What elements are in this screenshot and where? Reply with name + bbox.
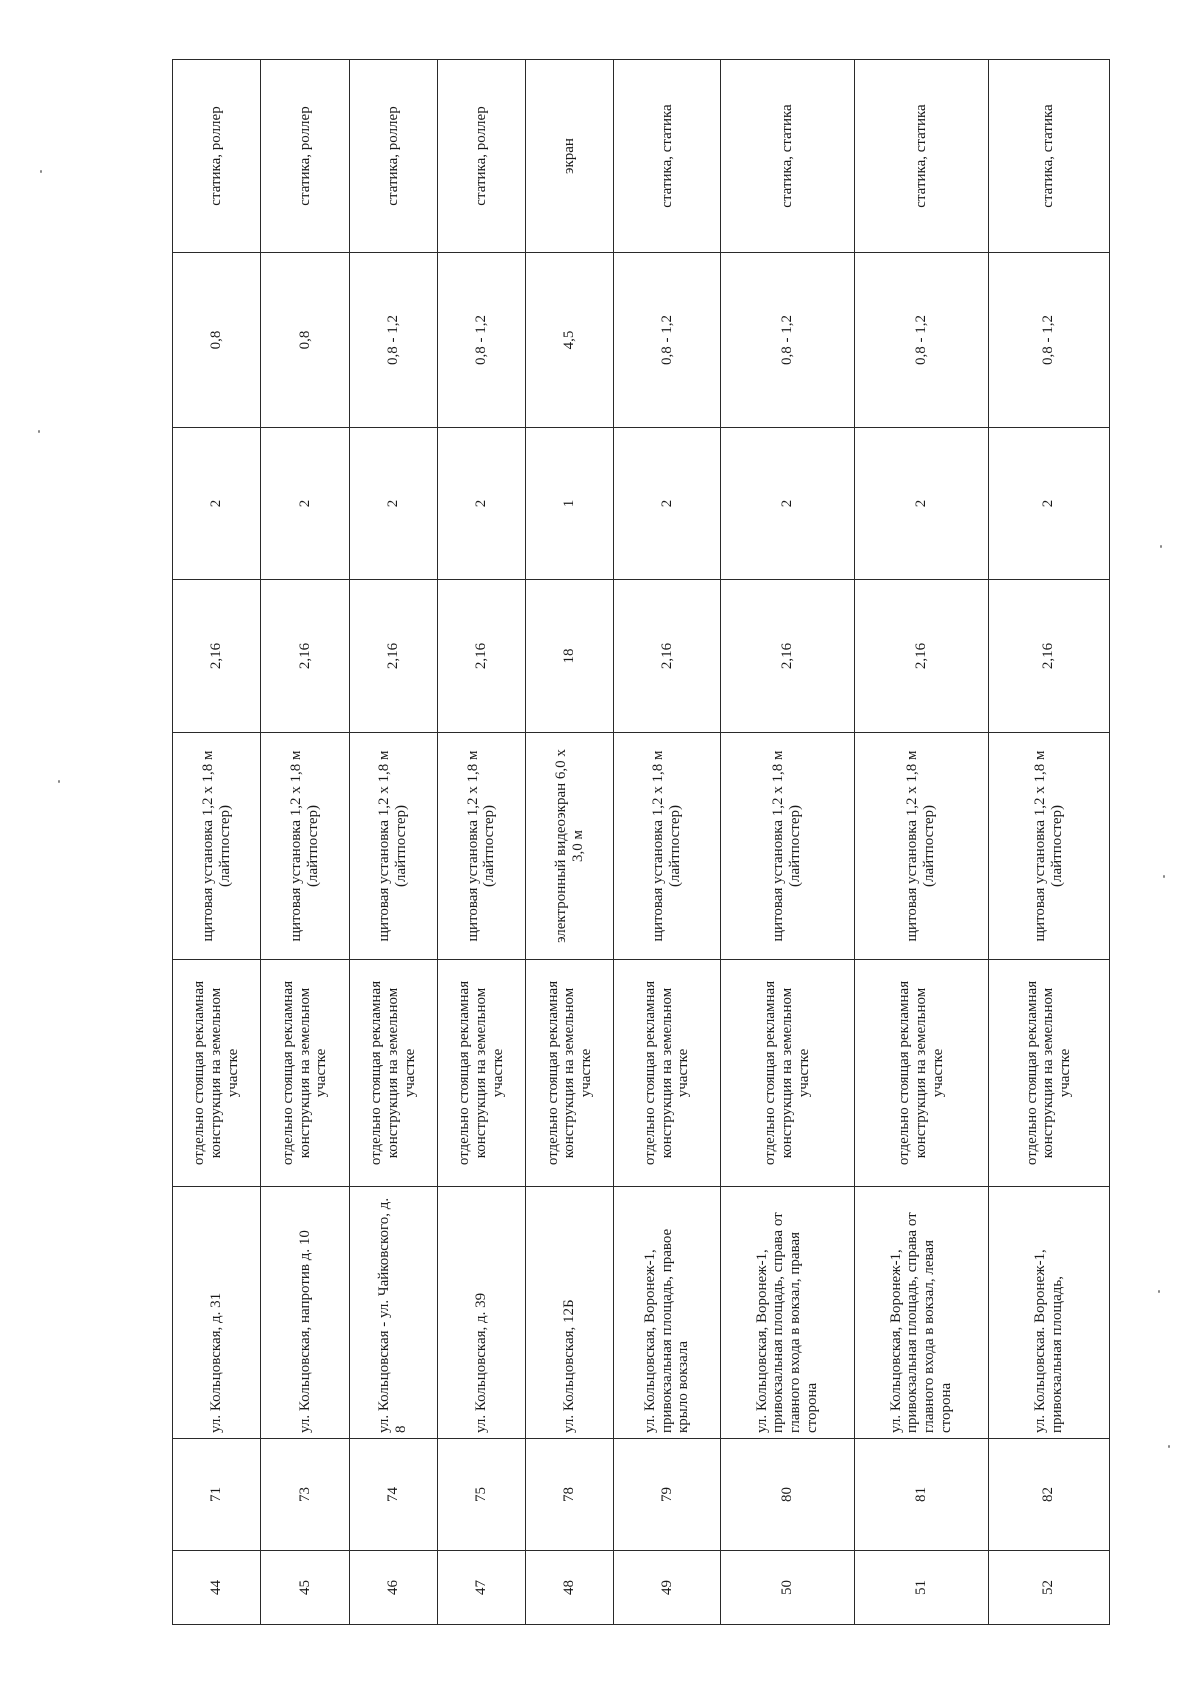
cell-size: 0,8: [261, 253, 349, 428]
table-row: [173, 60, 261, 1625]
cell-size: 0,8 - 1,2: [614, 253, 720, 428]
cell-structure-kind: отдельно стоящая рекламная конструкция на земельном участке: [437, 960, 525, 1187]
scan-speck: [1160, 545, 1162, 548]
cell-structure-number: 73: [261, 1439, 349, 1551]
cell-size: 0,8 - 1,2: [988, 253, 1109, 428]
cell-row-number: 48: [526, 1551, 614, 1625]
cell-structure-kind: отдельно стоящая рекламная конструкция на земельном участке: [614, 960, 720, 1187]
cell-address: ул. Кольцовская. Воронеж-1, привокзальная площадь,: [988, 1187, 1109, 1439]
cell-size: 4,5: [526, 253, 614, 428]
cell-structure-type: щитовая установка 1,2 х 1,8 м (лайтпостер): [173, 733, 261, 960]
scan-speck: [1163, 875, 1165, 878]
cell-mode: статика, статика: [720, 60, 854, 253]
cell-address: ул. Кольцовская - ул. Чайковского, д. 8: [349, 1187, 437, 1439]
cell-area: 2,16: [614, 580, 720, 733]
cell-structure-number: 82: [988, 1439, 1109, 1551]
cell-structure-type: щитовая установка 1,2 х 1,8 м (лайтпостер): [614, 733, 720, 960]
cell-address: ул. Кольцовская, д. 31: [173, 1187, 261, 1439]
cell-area: 2,16: [988, 580, 1109, 733]
cell-mode: статика, статика: [988, 60, 1109, 253]
cell-address: ул. Кольцовская, 12Б: [526, 1187, 614, 1439]
cell-structure-kind: отдельно стоящая рекламная конструкция на земельном участке: [173, 960, 261, 1187]
cell-mode: статика, роллер: [349, 60, 437, 253]
cell-structure-type: щитовая установка 1,2 х 1,8 м (лайтпостер): [437, 733, 525, 960]
cell-row-number: 50: [720, 1551, 854, 1625]
advertising-structures-table: [172, 59, 1110, 1625]
cell-address: ул. Кольцовская, напротив д. 10: [261, 1187, 349, 1439]
cell-area: 2,16: [854, 580, 988, 733]
cell-row-number: 45: [261, 1551, 349, 1625]
cell-sides: 2: [437, 428, 525, 580]
cell-area: 2,16: [261, 580, 349, 733]
cell-structure-number: 79: [614, 1439, 720, 1551]
table-row: [614, 60, 720, 1625]
cell-structure-kind: отдельно стоящая рекламная конструкция на земельном участке: [720, 960, 854, 1187]
scan-speck: [38, 430, 40, 433]
table-row: [437, 60, 525, 1625]
cell-row-number: 49: [614, 1551, 720, 1625]
cell-structure-kind: отдельно стоящая рекламная конструкция на земельном участке: [349, 960, 437, 1187]
cell-size: 0,8 - 1,2: [720, 253, 854, 428]
cell-sides: 2: [720, 428, 854, 580]
cell-area: 18: [526, 580, 614, 733]
cell-mode: статика, роллер: [261, 60, 349, 253]
cell-size: 0,8: [173, 253, 261, 428]
cell-structure-kind: отдельно стоящая рекламная конструкция на земельном участке: [526, 960, 614, 1187]
cell-area: 2,16: [173, 580, 261, 733]
cell-structure-type: щитовая установка 1,2 х 1,8 м (лайтпостер): [988, 733, 1109, 960]
cell-mode: экран: [526, 60, 614, 253]
cell-area: 2,16: [349, 580, 437, 733]
table-row: [720, 60, 854, 1625]
cell-structure-number: 78: [526, 1439, 614, 1551]
cell-mode: статика, статика: [614, 60, 720, 253]
cell-mode: статика, роллер: [437, 60, 525, 253]
scan-speck: [58, 780, 60, 783]
cell-size: 0,8 - 1,2: [349, 253, 437, 428]
cell-structure-type: электронный видеоэкран 6,0 х 3,0 м: [526, 733, 614, 960]
scan-speck: [1158, 1290, 1160, 1293]
table-row: [988, 60, 1109, 1625]
table-row: [854, 60, 988, 1625]
cell-sides: 1: [526, 428, 614, 580]
cell-address: ул. Кольцовская, Воронеж-1, привокзальная площадь, правое крыло вокзала: [614, 1187, 720, 1439]
cell-structure-number: 75: [437, 1439, 525, 1551]
table-row: [526, 60, 614, 1625]
cell-structure-kind: отдельно стоящая рекламная конструкция на земельном участке: [261, 960, 349, 1187]
cell-row-number: 44: [173, 1551, 261, 1625]
cell-area: 2,16: [437, 580, 525, 733]
cell-sides: 2: [988, 428, 1109, 580]
cell-structure-type: щитовая установка 1,2 х 1,8 м (лайтпостер): [854, 733, 988, 960]
table-row: [261, 60, 349, 1625]
cell-structure-number: 71: [173, 1439, 261, 1551]
cell-structure-kind: отдельно стоящая рекламная конструкция на земельном участке: [988, 960, 1109, 1187]
cell-sides: 2: [614, 428, 720, 580]
cell-sides: 2: [173, 428, 261, 580]
cell-address: ул. Кольцовская, Воронеж-1, привокзальная площадь, справа от главного входа в вокзал, левая сторона: [854, 1187, 988, 1439]
cell-area: 2,16: [720, 580, 854, 733]
cell-structure-type: щитовая установка 1,2 х 1,8 м (лайтпостер): [349, 733, 437, 960]
table-row: [349, 60, 437, 1625]
cell-structure-type: щитовая установка 1,2 х 1,8 м (лайтпостер): [720, 733, 854, 960]
cell-sides: 2: [349, 428, 437, 580]
cell-size: 0,8 - 1,2: [437, 253, 525, 428]
cell-address: ул. Кольцовская, д. 39: [437, 1187, 525, 1439]
scan-speck: [1168, 1445, 1170, 1448]
cell-mode: статика, статика: [854, 60, 988, 253]
cell-structure-number: 80: [720, 1439, 854, 1551]
cell-structure-number: 81: [854, 1439, 988, 1551]
cell-structure-kind: отдельно стоящая рекламная конструкция на земельном участке: [854, 960, 988, 1187]
cell-row-number: 52: [988, 1551, 1109, 1625]
cell-row-number: 51: [854, 1551, 988, 1625]
cell-sides: 2: [261, 428, 349, 580]
cell-size: 0,8 - 1,2: [854, 253, 988, 428]
cell-structure-number: 74: [349, 1439, 437, 1551]
cell-address: ул. Кольцовская, Воронеж-1, привокзальная площадь, справа от главного входа в вокзал, правая сторона: [720, 1187, 854, 1439]
cell-structure-type: щитовая установка 1,2 х 1,8 м (лайтпостер): [261, 733, 349, 960]
cell-row-number: 46: [349, 1551, 437, 1625]
cell-mode: статика, роллер: [173, 60, 261, 253]
cell-row-number: 47: [437, 1551, 525, 1625]
cell-sides: 2: [854, 428, 988, 580]
scan-speck: [40, 170, 42, 173]
rotated-table-container: [172, 60, 1110, 1625]
